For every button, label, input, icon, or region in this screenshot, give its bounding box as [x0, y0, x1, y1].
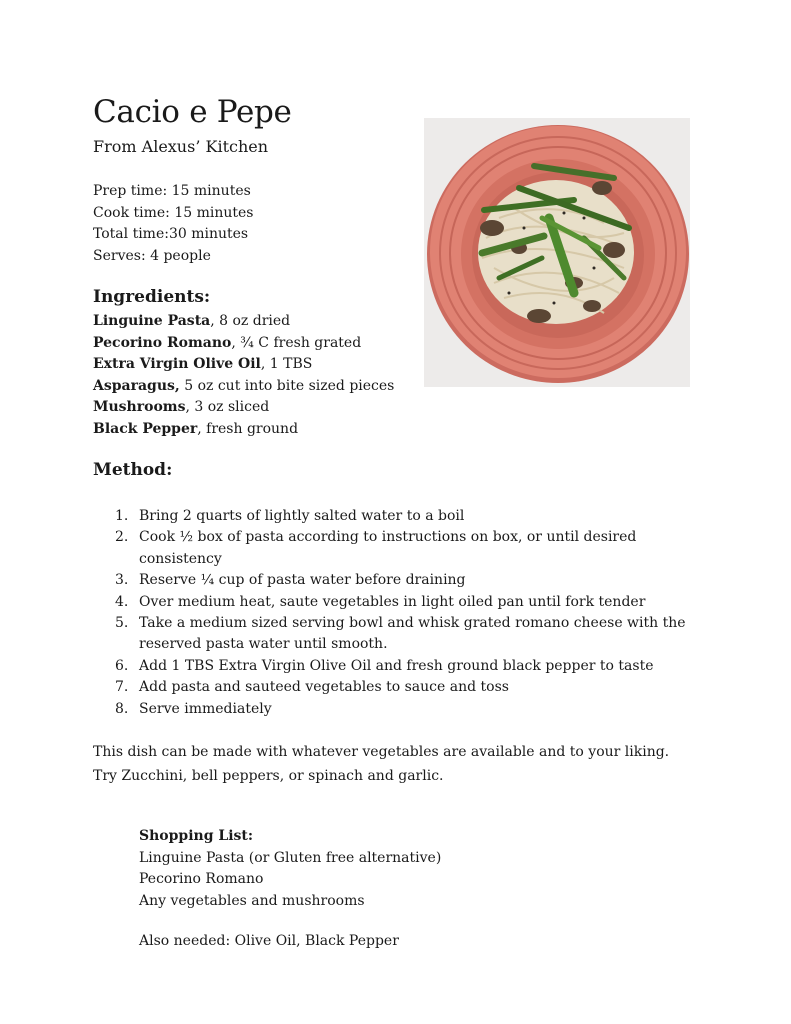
pasta-dish-photo: [424, 118, 690, 387]
shopping-list: [139, 826, 441, 912]
ingredient-item: [93, 376, 394, 398]
ingredient-name: Black Pepper: [93, 420, 198, 437]
step-number: 5.: [115, 615, 129, 632]
ingredients-heading: Ingredients:: [93, 287, 211, 307]
step-number: 8.: [115, 700, 129, 717]
recipe-times: [93, 181, 253, 267]
ingredient-detail: , 8 oz dried: [210, 313, 291, 329]
shopping-item: Pecorino Romano: [139, 871, 264, 887]
also-needed: Also needed: Olive Oil, Black Pepper: [139, 933, 399, 949]
ingredient-name: Linguine Pasta: [93, 313, 211, 329]
step-number: 7.: [115, 679, 129, 696]
shopping-item: Any vegetables and mushrooms: [139, 892, 365, 909]
method-heading: Method:: [93, 460, 173, 480]
method-step: [115, 613, 695, 656]
ingredients-list: [93, 311, 394, 440]
step-number: 3.: [115, 572, 129, 589]
total-time: Total time:30 minutes: [93, 226, 249, 242]
ingredient-detail: , 3 oz sliced: [185, 399, 270, 415]
recipe-title: Cacio e Pepe: [93, 94, 292, 130]
step-text: Reserve ¼ cup of pasta water before draining: [139, 572, 466, 589]
step-number: 6.: [115, 657, 129, 674]
ingredient-name: Mushrooms: [93, 399, 186, 415]
recipe-note: This dish can be made with whatever vegetables are available and to your liking. Try Zucchini, bell peppers, or spinach and garlic.: [93, 744, 670, 784]
method-step: [115, 592, 695, 613]
ingredient-item: [93, 397, 394, 419]
method-step: [115, 570, 695, 591]
ingredient-item: [93, 333, 394, 355]
method-step: [115, 656, 695, 677]
ingredient-item: [93, 311, 394, 333]
method-step: [115, 506, 695, 527]
ingredient-detail: 5 oz cut into bite sized pieces: [179, 377, 395, 394]
ingredient-name: Pecorino Romano: [93, 334, 232, 351]
serves: Serves: 4 people: [93, 247, 211, 264]
ingredient-detail: , 1 TBS: [260, 356, 313, 372]
step-text: Cook ½ box of pasta according to instructions on box, or until desired consistency: [139, 529, 637, 567]
step-text: Add pasta and sauteed vegetables to sauce and toss: [139, 679, 509, 696]
ingredient-item: [93, 419, 394, 441]
method-step: [115, 527, 695, 570]
step-number: 1.: [115, 508, 129, 524]
step-text: Serve immediately: [139, 700, 272, 717]
ingredient-item: [93, 354, 394, 376]
step-text: Take a medium sized serving bowl and whisk grated romano cheese with the reserved pasta water until smooth.: [139, 615, 686, 653]
cook-time: Cook time: 15 minutes: [93, 204, 254, 221]
recipe-subtitle: From Alexus’ Kitchen: [93, 137, 269, 156]
ingredient-detail: , ¾ C fresh grated: [231, 334, 362, 351]
method-step: [115, 699, 695, 720]
shopping-item: Linguine Pasta (or Gluten free alternative): [139, 849, 442, 866]
method-step: [115, 677, 695, 698]
method-steps: [115, 506, 695, 720]
shopping-list-heading: Shopping List:: [139, 828, 254, 844]
prep-time: Prep time: 15 minutes: [93, 183, 251, 199]
step-text: Add 1 TBS Extra Virgin Olive Oil and fresh ground black pepper to taste: [139, 657, 654, 674]
ingredient-detail: , fresh ground: [197, 420, 299, 437]
ingredient-name: Asparagus,: [93, 377, 180, 394]
step-number: 4.: [115, 593, 129, 610]
step-text: Over medium heat, saute vegetables in light oiled pan until fork tender: [139, 593, 646, 610]
ingredient-name: Extra Virgin Olive Oil: [93, 356, 261, 372]
step-number: 2.: [115, 529, 129, 546]
step-text: Bring 2 quarts of lightly salted water to a boil: [139, 508, 465, 524]
